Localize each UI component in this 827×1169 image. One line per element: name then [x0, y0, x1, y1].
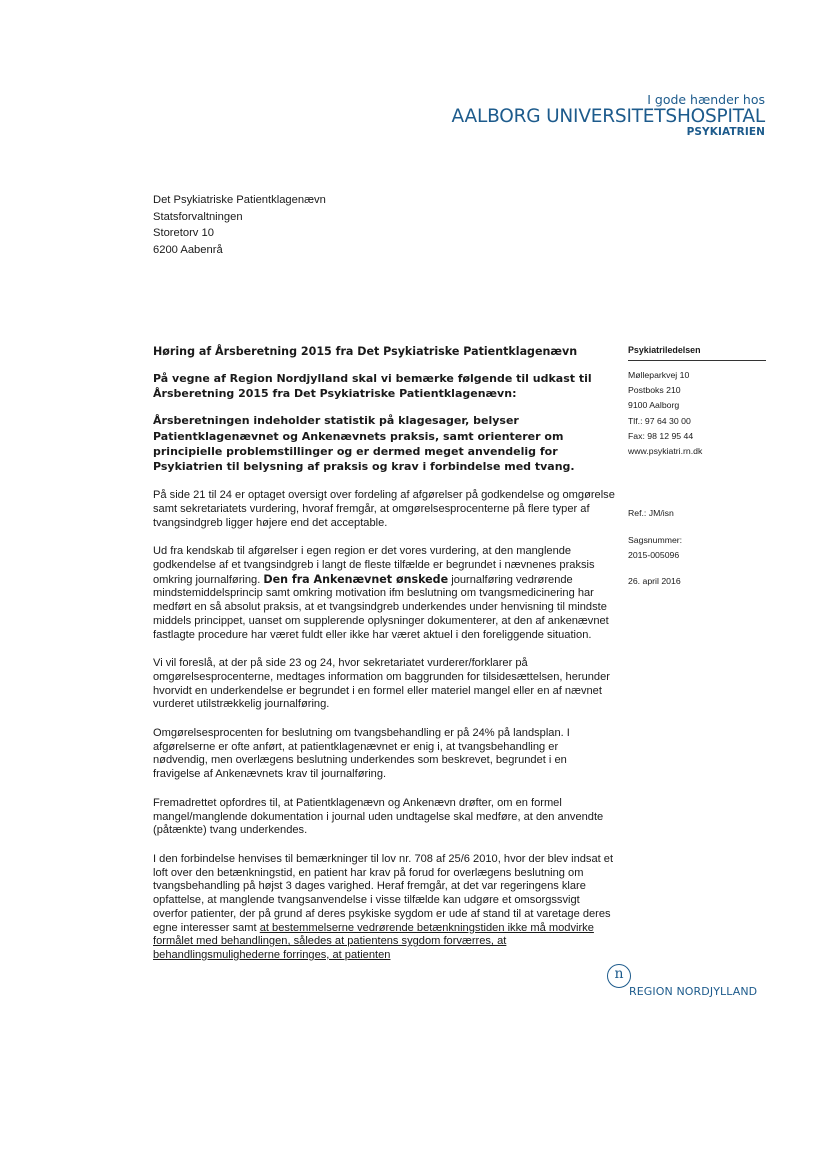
body-paragraph: Vi vil foreslå, at der på side 23 og 24, hvor sekretariatet vurderer/forklarer på omgørelsesprocenterne, medtages information om baggrunden for tilsidesættelsen, herunder hvorvidt en underkendelse er begrundet i en formel eller materiel mangel eller en af nævnet vurderet utilstrækkelig journalføring. — [153, 657, 610, 711]
sidebar-address-line: Mølleparkvej 10 — [628, 370, 690, 380]
recipient-line: Statsforvaltningen — [153, 210, 243, 223]
letter-body — [153, 371, 615, 978]
case-number-label: Sagsnummer: — [628, 535, 683, 545]
body-paragraph — [153, 853, 615, 963]
paragraph-text: Ud fra kendskab til afgørelser i egen region er det vores vurdering, at den manglende godkendelse af et tvangsindgreb i langt de fleste tilfælde er begrundet i nævnenes praksis omkring journalføring. — [153, 545, 595, 586]
sidebar-address-line: 9100 Aalborg — [628, 400, 680, 411]
paragraph-text: journalføring vedrørende mindstemiddelsprincip samt omkring motivation ifm beslutning om tvangsmedicinering har medført en så absolut praksis, at et tvangsindgreb underkendes under henvisning til mindste middels princippet, uanset om supplerende oplysninger dokumenterer, at den af ankenævnet fastlagte procedure har været fuldt eller ikke har været aktuel i den foreliggende situation. — [153, 573, 609, 641]
body-paragraph: Fremadrettet opfordres til, at Patientklagenævn og Ankenævn drøfter, om en formel mangel/manglende dokumentation i journal uden undtagelse skal medføre, at den anvendte (påtænkte) tvang underkendes. — [153, 796, 604, 837]
letter-date: 26. april 2016 — [628, 576, 681, 586]
recipient-line: Det Psykiatriske Patientklagenævn — [153, 194, 326, 206]
body-paragraph — [153, 545, 615, 642]
region-logo-text: REGION NORDJYLLAND — [629, 985, 758, 998]
sidebar-fax: Fax: 98 12 95 44 — [628, 430, 694, 441]
letterhead-hospital-name: AALBORG UNIVERSITETSHOSPITAL — [451, 106, 765, 127]
sidebar-phone: Tlf.: 97 64 30 00 — [628, 415, 691, 426]
underlined-text: at bestemmelserne vedrørende betænkningstiden ikke må modvirke formålet med behandlingen, således at patientens sygdom forværres, at behandlingsmulighederne forringes, at patienten — [153, 921, 594, 961]
recipient-line: Storetorv 10 — [153, 227, 214, 239]
sidebar-address-line: Postboks 210 — [628, 385, 681, 396]
recipient-address — [153, 192, 326, 258]
letterhead-department: PSYKIATRIEN — [686, 126, 765, 138]
intro-paragraph: På vegne af Region Nordjylland skal vi bemærke følgende til udkast til Årsberetning 2015 fra Det Psykiatriske Patientklagenævn: — [153, 372, 592, 401]
paragraph-text: I den forbindelse henvises til bemærkninger til lov nr. 708 af 25/6 2010, hvor der blev indsat et loft over den betænkningstid, en patient har krav på forud for overlægens beslutning om tvangsbehandling på højst 3 dages varighed. Heraf fremgår, at det var regeringens klare opfattelse, at manglende tvangsanvendelse i visse tilfælde kan udgøre et omsorgssvigt overfor patienter, der på grund af deres psykiske sygdom er ude af stand til at varetage deres egne interesser samt — [153, 852, 614, 934]
recipient-line: 6200 Aabenrå — [153, 243, 223, 256]
letterhead-tagline: I gode hænder hos — [647, 92, 765, 107]
case-number: 2015-005096 — [628, 550, 680, 560]
sidebar-contact — [628, 368, 702, 459]
body-paragraph: På side 21 til 24 er optaget oversigt over fordeling af afgørelser på godkendelse og omgørelse samt sekretariatets vurdering, hvoraf fremgår, at omgørelsesprocenterne på flere typer af tvangsindgreb ligger højere end det acceptable. — [153, 489, 615, 529]
sidebar-reference: Ref.: JM/isn — [628, 508, 674, 518]
sidebar-title: Psykiatriledelsen — [628, 345, 701, 355]
emphasized-text: Den fra Ankenævnet ønskede — [263, 572, 449, 586]
sidebar-divider — [628, 360, 766, 361]
sidebar-case — [628, 533, 682, 563]
region-logo-icon: n — [607, 964, 631, 988]
summary-paragraph: Årsberetningen indeholder statistik på klagesager, belyser Patientklagenævnet og Ankenævnets praksis, samt orienterer om principielle problemstillinger og er dermed meget anvendelig for Psykiatrien til belysning af praksis og krav i forbindelse med tvang. — [153, 414, 575, 474]
body-paragraph: Omgørelsesprocenten for beslutning om tvangsbehandling er på 24% på landsplan. I afgørelserne er ofte anført, at patientklagenævnet er enig i, at tvangsbehandling er nødvendig, men overlægens beslutning underkendes som beskrevet, begrundet i en fravigelse af Ankenævnets krav til journalføring. — [153, 727, 570, 781]
region-logo — [607, 964, 767, 1000]
letter-subject: Høring af Årsberetning 2015 fra Det Psykiatriske Patientklagenævn — [153, 345, 578, 358]
sidebar-website: www.psykiatri.rn.dk — [628, 446, 703, 457]
